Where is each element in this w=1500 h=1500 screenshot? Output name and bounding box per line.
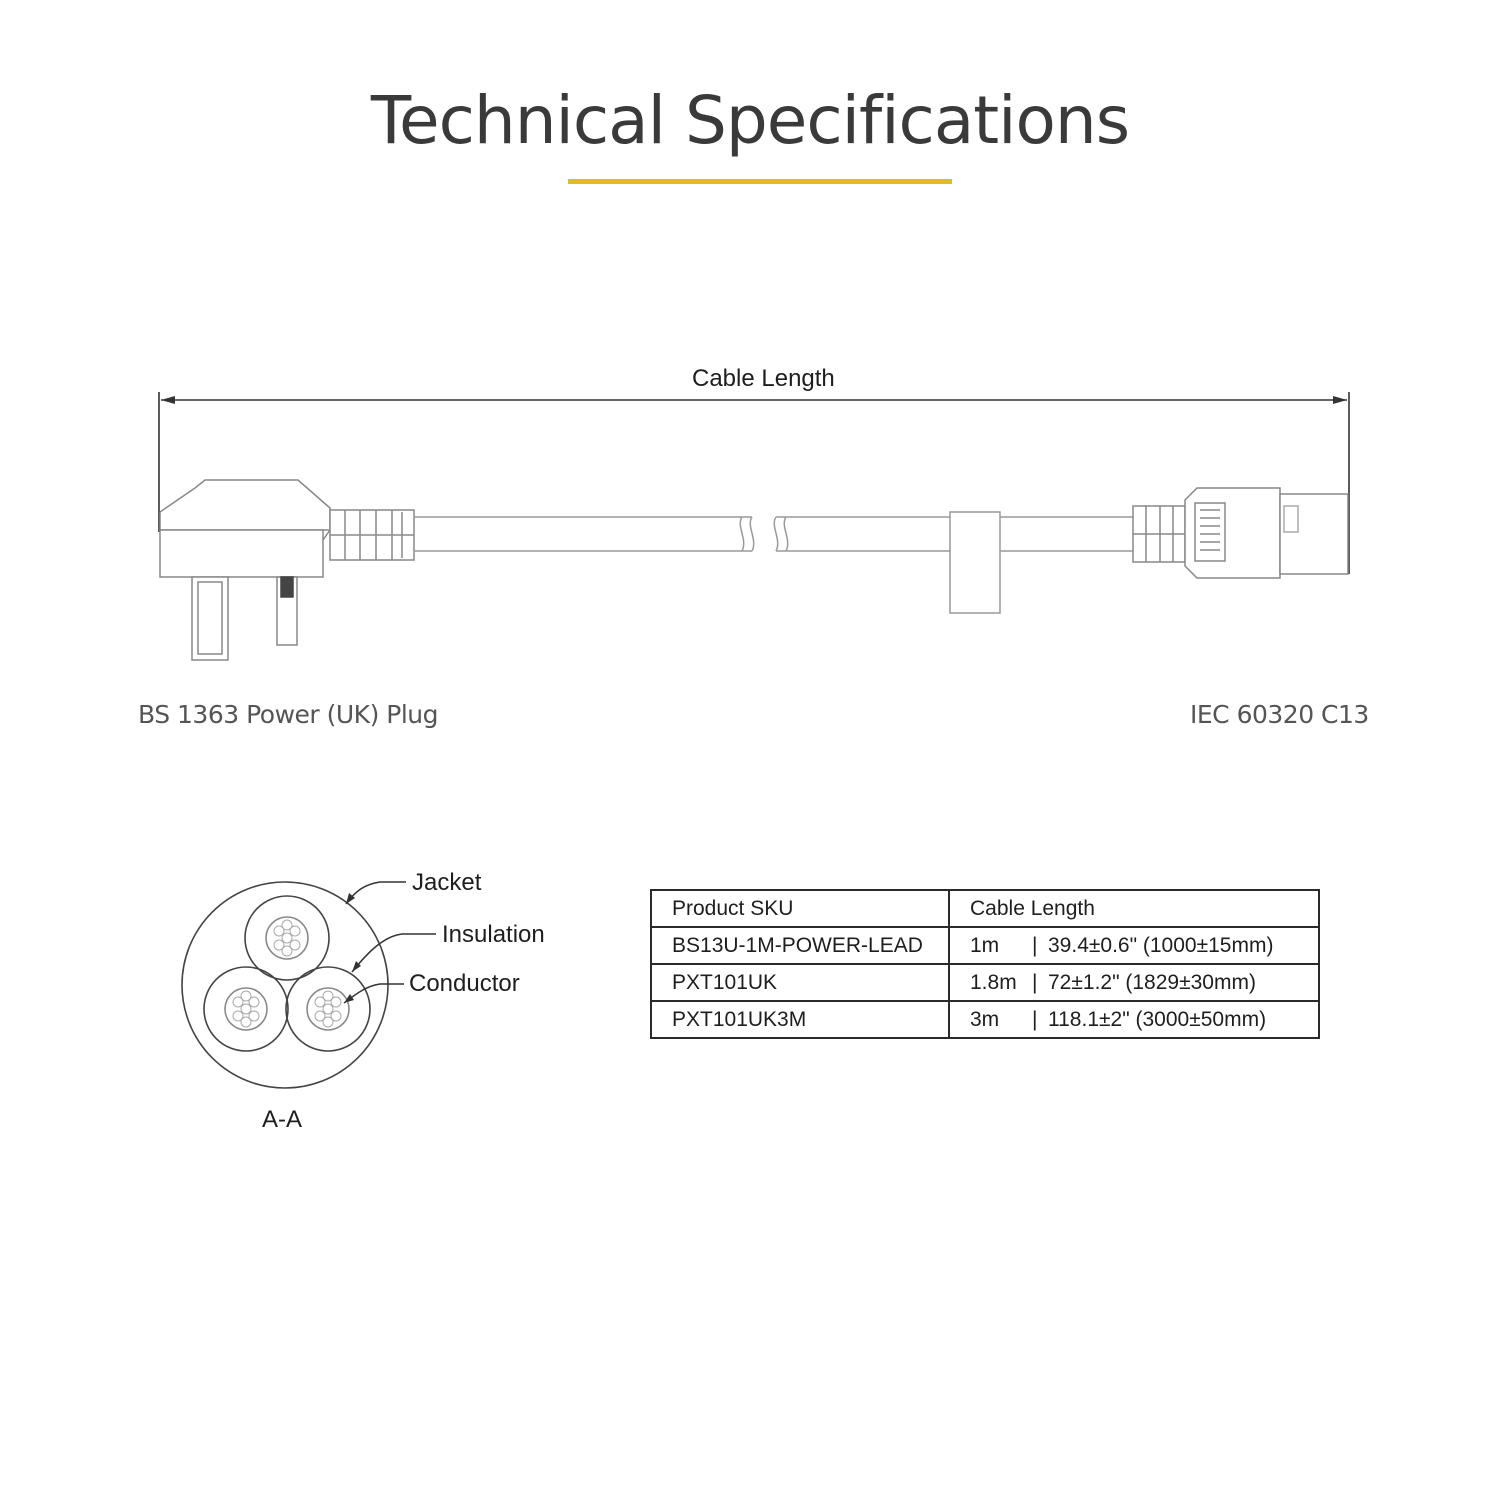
- conductor-label: Conductor: [409, 970, 520, 997]
- insulation-label: Insulation: [442, 921, 545, 948]
- table-row: [651, 927, 1319, 964]
- length-detail: 118.1±2" (3000±50mm): [1048, 1007, 1267, 1031]
- length-cell: [949, 1001, 1319, 1038]
- cable-tie: [950, 512, 1000, 613]
- length-value: 3m: [970, 1007, 1000, 1031]
- sku-cell: BS13U-1M-POWER-LEAD: [651, 927, 949, 964]
- spec-table: [650, 889, 1320, 1039]
- separator: |: [1032, 1007, 1038, 1031]
- leader-arrowheads: [344, 893, 361, 1003]
- conductor-strands: [233, 920, 341, 1027]
- left-connector-label: BS 1363 Power (UK) Plug: [138, 700, 439, 729]
- uk-plug-drawing: [160, 480, 414, 660]
- length-value: 1.8m: [970, 970, 1017, 994]
- table-header-row: [651, 890, 1319, 927]
- table-row: [651, 964, 1319, 1001]
- cable-length-dimension-label: Cable Length: [692, 365, 835, 392]
- sku-cell: PXT101UK3M: [651, 1001, 949, 1038]
- jacket-label: Jacket: [412, 869, 482, 896]
- column-header-length: Cable Length: [949, 890, 1319, 927]
- length-value: 1m: [970, 933, 1000, 957]
- page-title: Technical Specifications: [370, 82, 1130, 159]
- c13-connector-drawing: [1133, 488, 1348, 578]
- sku-cell: PXT101UK: [651, 964, 949, 1001]
- separator: |: [1032, 970, 1038, 994]
- length-cell: [949, 927, 1319, 964]
- length-cell: [949, 964, 1319, 1001]
- table-row: [651, 1001, 1319, 1038]
- cable-body: [414, 517, 1135, 551]
- cross-section-drawing: [182, 882, 388, 1088]
- length-detail: 72±1.2" (1829±30mm): [1048, 970, 1256, 994]
- length-detail: 39.4±0.6" (1000±15mm): [1048, 933, 1274, 957]
- separator: |: [1032, 933, 1038, 957]
- right-connector-label: IEC 60320 C13: [1190, 700, 1369, 729]
- section-label: A-A: [262, 1106, 303, 1133]
- column-header-sku: Product SKU: [651, 890, 949, 927]
